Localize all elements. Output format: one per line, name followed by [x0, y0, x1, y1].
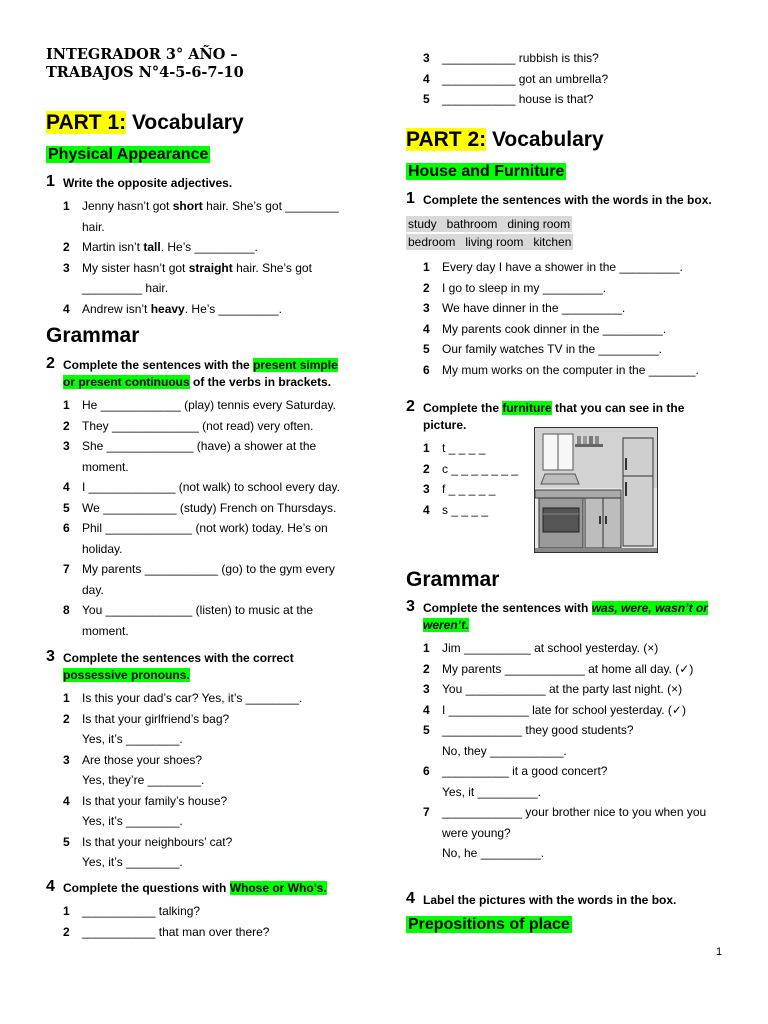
item-keyword: straight: [188, 260, 233, 275]
grammar-heading-2: Grammar: [406, 568, 500, 591]
item-number: 1: [63, 904, 70, 918]
list-item: [46, 922, 376, 943]
item-number: 5: [423, 723, 430, 737]
list-item: [46, 901, 376, 922]
item-text: Is that your neighbours’ cat?: [82, 834, 233, 849]
list-item: [46, 477, 366, 498]
item-text: My parents cook dinner in the _________.: [442, 321, 667, 336]
item-text: They _____________ (not read) very often.: [82, 418, 314, 433]
item-number: 4: [423, 502, 430, 517]
item-text: I go to sleep in my _________.: [442, 280, 607, 295]
grammar-heading-1: Grammar: [46, 324, 140, 347]
list-item: [406, 761, 726, 782]
item-number: 6: [423, 764, 430, 778]
list-item: [46, 258, 366, 279]
exercise-5: [406, 192, 716, 380]
item-continuation: Yes, it’s ________.: [82, 732, 183, 746]
list-item: [406, 298, 716, 319]
exercise-3: [46, 650, 366, 873]
item-number: 5: [423, 342, 430, 356]
page-number: 1: [716, 946, 723, 958]
item-text: ___________ got an umbrella?: [442, 71, 609, 86]
list-item: [46, 196, 366, 217]
item-continuation: _________ hair.: [82, 281, 169, 295]
item-continuation: Yes, it’s ________.: [82, 814, 183, 828]
item-continuation: Yes, they’re ________.: [82, 773, 205, 787]
item-number: 4: [63, 793, 70, 808]
list-item: [46, 416, 366, 437]
item-keyword: short: [172, 199, 203, 213]
list-item: [406, 720, 726, 741]
list-item: [406, 48, 736, 69]
exercise-4-instruction: 4 Complete the questions with Whose or Who’s.: [46, 878, 327, 895]
word-box-line-2: bedroom living room kitchen: [408, 235, 572, 249]
item-number: 1: [423, 641, 430, 655]
item-number: 3: [423, 482, 430, 496]
exercise-8-instruction: 4 Label the pictures with the words in the box.: [406, 890, 677, 907]
item-number: 6: [423, 362, 430, 377]
exercise-2-items: [46, 395, 366, 641]
part1-word: Vocabulary: [131, 111, 244, 134]
item-number: 4: [423, 71, 430, 86]
list-item: [46, 436, 366, 457]
exercise-6-instruction: 2 Complete the furniture that you can see in the picture.: [406, 398, 685, 432]
item-number: 2: [423, 461, 430, 476]
list-item: [406, 69, 736, 90]
exercise-1-instruction: 1 Write the opposite adjectives.: [46, 173, 233, 190]
item-continuation: No, they ___________.: [442, 743, 567, 758]
item-number: 3: [423, 301, 430, 315]
item-number: 8: [63, 603, 70, 617]
item-text: Our family watches TV in the _________.: [442, 342, 662, 356]
item-text: Jenny hasn’t got: [82, 199, 173, 213]
list-item: [406, 360, 716, 381]
part2-heading: [406, 127, 604, 153]
item-number: 5: [423, 92, 430, 106]
word-box-line-1: study bathroom dining room: [408, 217, 571, 231]
item-keyword: heavy: [150, 301, 185, 316]
item-number: 1: [63, 691, 70, 705]
title-line-1: INTEGRADOR 3° AÑO –: [46, 46, 238, 63]
exercise-8: [406, 892, 726, 935]
exercise-5-instruction: 1 Complete the sentences with the words in the box.: [406, 190, 712, 207]
list-item: [46, 832, 366, 853]
item-text: c _ _ _ _ _ _ _: [442, 461, 519, 476]
document-title: [46, 46, 366, 82]
item-continuation: moment.: [82, 459, 129, 474]
item-continuation: day.: [82, 582, 104, 597]
prepositions-subtitle: Prepositions of place: [408, 916, 570, 933]
item-text: My parents ___________ (go) to the gym every: [82, 562, 335, 576]
house-furniture-subtitle: House and Furniture: [408, 163, 565, 180]
list-item: [46, 395, 366, 416]
item-text: . He’s _________.: [160, 240, 258, 254]
item-text: . He’s _________.: [184, 301, 282, 316]
part2-label: PART 2:: [406, 128, 487, 151]
list-item: [406, 339, 716, 360]
item-number: 4: [423, 702, 430, 717]
list-item: [46, 498, 366, 519]
item-text: f _ _ _ _ _: [442, 482, 496, 496]
list-item: [406, 802, 726, 823]
item-continuation: No, he _________.: [442, 846, 545, 860]
title-line-2: TRABAJOS N°4-5-6-7-10: [46, 64, 244, 81]
item-number: 2: [63, 418, 70, 433]
item-text: My mum works on the computer in the _______.: [442, 362, 699, 377]
item-number: 1: [63, 398, 70, 412]
item-text: __________ it a good concert?: [442, 764, 608, 778]
list-item: [406, 257, 716, 278]
list-item: [46, 518, 366, 539]
part2-word: Vocabulary: [491, 128, 604, 151]
item-text: ___________ talking?: [82, 904, 201, 918]
item-number: 2: [423, 280, 430, 295]
item-number: 6: [63, 521, 70, 535]
item-text: Is that your girlfriend’s bag?: [82, 711, 230, 726]
item-keyword: tall: [143, 240, 161, 254]
list-item: [46, 791, 366, 812]
list-item: [406, 89, 736, 110]
list-item: [406, 319, 716, 340]
exercise-7-instruction: 3 Complete the sentences with was, were, wasn’t or weren’t.: [406, 598, 708, 632]
item-text: hair. She’s got: [232, 260, 312, 275]
exercise-3-instruction: 3 Complete the sentences with the correct possessive pronouns.: [46, 648, 294, 682]
item-text: ____________ they good students?: [442, 723, 634, 737]
physical-appearance-subtitle: Physical Appearance: [48, 146, 209, 163]
item-text: She _____________ (have) a shower at the: [82, 439, 317, 453]
exercise-4-items: [46, 901, 376, 942]
item-text: ____________ your brother nice to you when you: [442, 805, 707, 819]
list-item: [46, 709, 366, 730]
item-text: t _ _ _ _: [442, 441, 486, 455]
item-text: s _ _ _ _: [442, 502, 489, 517]
item-continuation: were young?: [442, 825, 511, 840]
item-text: I _____________ (not walk) to school every day.: [82, 480, 340, 494]
word-box: [406, 215, 716, 251]
item-number: 3: [423, 51, 430, 65]
item-text: Jim __________ at school yesterday. (×): [442, 641, 659, 655]
item-number: 7: [423, 805, 430, 819]
list-item: [406, 278, 716, 299]
item-number: 2: [63, 240, 70, 254]
item-number: 3: [63, 260, 70, 275]
list-item: [406, 679, 726, 700]
exercise-1-items: [46, 196, 366, 319]
item-number: 7: [63, 562, 70, 576]
list-item: [46, 299, 366, 320]
exercise-5-items: [406, 257, 716, 380]
item-continuation: Yes, it _________.: [442, 784, 541, 799]
list-item: [46, 750, 366, 771]
item-number: 4: [423, 321, 430, 336]
item-number: 1: [423, 260, 430, 274]
item-number: 3: [423, 682, 430, 696]
item-text: Is that your family’s house?: [82, 793, 228, 808]
item-text: Every day I have a shower in the _________.: [442, 260, 683, 274]
exercise-7-items: [406, 638, 726, 864]
item-continuation: hair.: [82, 219, 105, 234]
item-number: 2: [63, 924, 70, 939]
exercise-7: [406, 600, 726, 864]
kitchen-picture: [534, 427, 658, 553]
exercise-4: [46, 880, 376, 942]
item-text: My sister hasn’t got: [82, 260, 189, 275]
item-text: Phil _____________ (not work) today. He’s on: [82, 521, 328, 535]
exercise-2-instruction: 2 Complete the sentences with the present simple or present continuous of the verbs in brackets.: [46, 355, 338, 389]
item-text: My parents ____________ at home all day. (✓): [442, 661, 694, 676]
item-text: hair. She’s got ________: [202, 199, 339, 213]
kitchen-illustration: [535, 428, 657, 552]
item-text: ___________ rubbish is this?: [442, 51, 599, 65]
item-number: 2: [63, 711, 70, 726]
item-text: You _____________ (listen) to music at the: [82, 603, 314, 617]
item-continuation: holiday.: [82, 541, 123, 556]
item-number: 4: [63, 301, 70, 316]
part1-label: PART 1:: [46, 111, 127, 134]
item-text: Andrew isn’t: [82, 301, 151, 316]
item-number: 3: [63, 752, 70, 767]
item-continuation: moment.: [82, 623, 129, 638]
list-item: [46, 237, 366, 258]
exercise-4-continued: [406, 48, 736, 110]
list-item: [46, 688, 366, 709]
list-item: [46, 600, 366, 621]
item-number: 5: [63, 834, 70, 849]
item-number: 2: [423, 661, 430, 676]
exercise-3-items: [46, 688, 366, 873]
list-item: [406, 659, 726, 680]
list-item: [406, 700, 726, 721]
item-number: 3: [63, 439, 70, 453]
item-text: ___________ house is that?: [442, 92, 594, 106]
item-text: We have dinner in the _________.: [442, 301, 626, 315]
part1-heading: [46, 110, 244, 136]
item-number: 4: [63, 480, 70, 494]
exercise-2: [46, 357, 366, 641]
list-item: [406, 638, 726, 659]
item-number: 1: [63, 199, 70, 213]
item-text: ___________ that man over there?: [82, 924, 270, 939]
item-text: Are those your shoes?: [82, 752, 203, 767]
item-text: We ___________ (study) French on Thursdays.: [82, 500, 337, 515]
item-text: Is this your dad’s car? Yes, it’s ________.: [82, 691, 303, 705]
item-number: 5: [63, 500, 70, 515]
item-text: I ____________ late for school yesterday. (✓): [442, 702, 686, 717]
item-text: You ____________ at the party last night. (×): [442, 682, 683, 696]
item-text: Martin isn’t: [82, 240, 144, 254]
item-text: He ____________ (play) tennis every Saturday.: [82, 398, 336, 412]
list-item: [46, 559, 366, 580]
item-number: 1: [423, 441, 430, 455]
exercise-1: [46, 175, 366, 319]
item-continuation: Yes, it’s ________.: [82, 855, 183, 869]
